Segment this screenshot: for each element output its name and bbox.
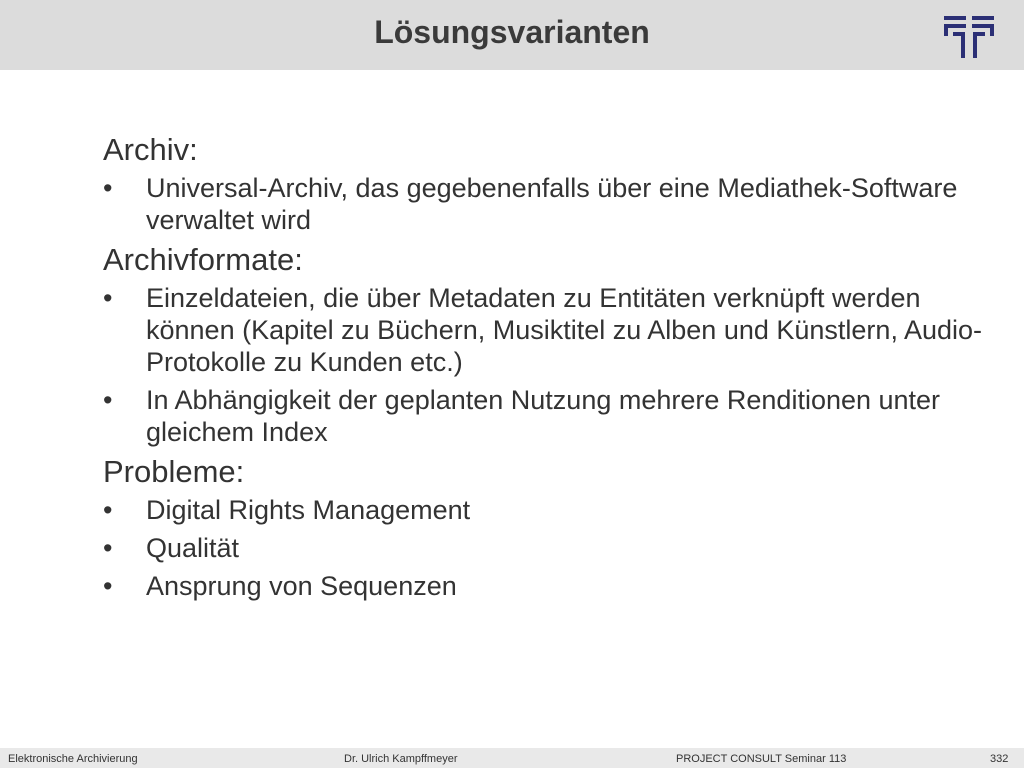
bullet-list — [103, 172, 983, 236]
slide-body — [103, 132, 983, 608]
section-archiv — [103, 132, 983, 236]
bullet-icon: • — [103, 533, 113, 563]
project-consult-logo-icon — [944, 14, 994, 58]
bullet-item — [103, 384, 983, 448]
section-heading: Archivformate: — [103, 242, 303, 277]
bullet-text: In Abhängigkeit der geplanten Nutzung mehrere Renditionen unter gleichem Index — [146, 385, 941, 447]
footer-author: Dr. Ulrich Kampffmeyer — [344, 753, 458, 765]
section-heading: Archiv: — [103, 132, 198, 167]
slide-footer — [0, 748, 1024, 768]
section-archivformate — [103, 242, 983, 448]
footer-course: Elektronische Archivierung — [8, 753, 138, 765]
bullet-icon: • — [103, 571, 113, 601]
section-probleme — [103, 454, 983, 602]
bullet-icon: • — [103, 495, 113, 525]
bullet-item — [103, 494, 983, 526]
bullet-item — [103, 172, 983, 236]
bullet-item — [103, 570, 983, 602]
footer-seminar: PROJECT CONSULT Seminar 113 — [676, 753, 847, 765]
bullet-text: Digital Rights Management — [146, 495, 471, 525]
bullet-text: Qualität — [146, 533, 240, 563]
bullet-list — [103, 494, 983, 602]
bullet-item — [103, 532, 983, 564]
bullet-icon: • — [103, 385, 113, 415]
bullet-icon: • — [103, 173, 113, 203]
bullet-text: Universal-Archiv, das gegebenenfalls über eine Mediathek-Software verwaltet wird — [146, 173, 958, 235]
bullet-list — [103, 282, 983, 448]
slide-header — [0, 0, 1024, 70]
bullet-text: Einzeldateien, die über Metadaten zu Entitäten verknüpft werden können (Kapitel zu Büchern, Musiktitel zu Alben und Künstlern, Audio-Protokolle zu Kunden etc.) — [146, 283, 982, 377]
bullet-item — [103, 282, 983, 378]
section-heading: Probleme: — [103, 454, 245, 489]
bullet-text: Ansprung von Sequenzen — [146, 571, 457, 601]
slide-title: Lösungsvarianten — [374, 14, 650, 50]
bullet-icon: • — [103, 283, 113, 313]
page-number: 332 — [990, 753, 1009, 765]
